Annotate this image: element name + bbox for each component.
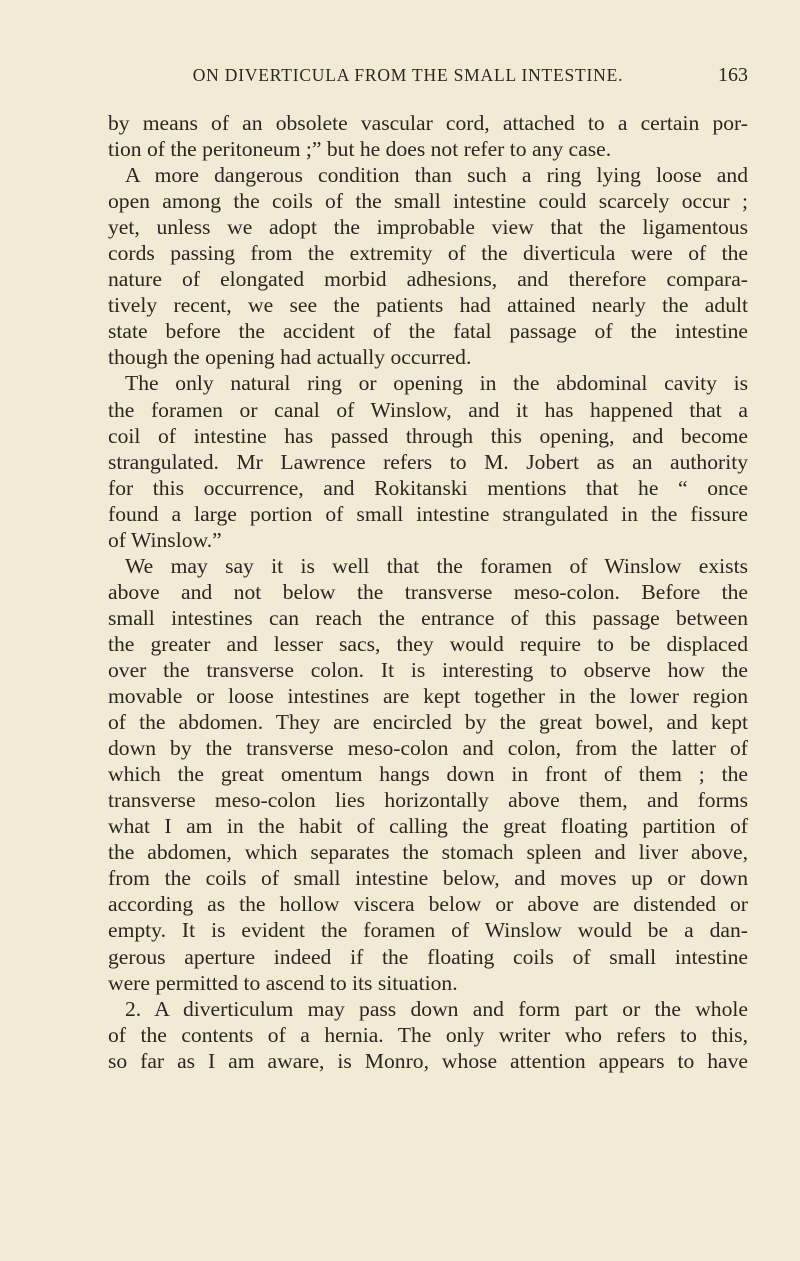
text-line: cords passing from the extremity of the diverticula were of the [108, 241, 748, 266]
text-line: A more dangerous condition than such a ring lying loose and [125, 163, 748, 188]
text-line: strangulated. Mr Lawrence refers to M. Jobert as an authority [108, 449, 748, 474]
text-line: which the great omentum hangs down in front of them ; the [108, 762, 748, 787]
text-line: 2. A diverticulum may pass down and form part or the whole [125, 996, 748, 1021]
text-line: the foramen or canal of Winslow, and it has happened that a [108, 397, 748, 422]
text-line: what I am in the habit of calling the great floating partition of [108, 814, 748, 839]
text-line: for this occurrence, and Rokitanski mentions that he “ once [108, 475, 748, 500]
running-title: ON DIVERTICULA FROM THE SMALL INTESTINE. [192, 65, 624, 85]
text-line: coil of intestine has passed through this opening, and become [108, 423, 748, 448]
text-line: from the coils of small intestine below, and moves up or down [108, 866, 748, 891]
text-line: by means of an obsolete vascular cord, attached to a certain por- [108, 111, 748, 135]
text-line: according as the hollow viscera below or above are distended or [108, 892, 748, 917]
text-line: The only natural ring or opening in the abdominal cavity is [125, 371, 748, 396]
text-line: nature of elongated morbid adhesions, and therefore compara- [108, 267, 748, 292]
text-line: We may say it is well that the foramen of Winslow exists [125, 553, 748, 578]
text-line: state before the accident of the fatal passage of the intestine [108, 319, 748, 344]
text-line: so far as I am aware, is Monro, whose attention appears to have [108, 1048, 748, 1073]
text-line: of the abdomen. They are encircled by the great bowel, and kept [108, 710, 748, 735]
text-line: movable or loose intestines are kept together in the lower region [108, 684, 748, 709]
text-line: over the transverse colon. It is interesting to observe how the [108, 657, 748, 682]
text-line: tion of the peritoneum ;” but he does not refer to any case. [108, 137, 612, 162]
text-line: down by the transverse meso-colon and colon, from the latter of [108, 736, 748, 761]
text-line: the abdomen, which separates the stomach spleen and liver above, [108, 840, 748, 865]
text-line: empty. It is evident the foramen of Winslow would be a dan- [108, 918, 748, 943]
running-head [108, 60, 748, 90]
text-line: gerous aperture indeed if the floating coils of small intestine [108, 944, 748, 969]
text-line: tively recent, we see the patients had attained nearly the adult [108, 293, 748, 318]
text-line: were permitted to ascend to its situation. [108, 970, 458, 995]
page-number: 163 [718, 64, 748, 86]
text-line: of Winslow.” [108, 527, 222, 552]
text-line: open among the coils of the small intestine could scarcely occur ; [108, 189, 748, 214]
text-line: of the contents of a hernia. The only writer who refers to this, [108, 1022, 748, 1047]
text-line: the greater and lesser sacs, they would require to be displaced [108, 631, 748, 656]
text-line: found a large portion of small intestine strangulated in the fissure [108, 501, 748, 526]
text-line: above and not below the transverse meso-colon. Before the [108, 579, 748, 604]
body-text [108, 110, 748, 1074]
text-line: yet, unless we adopt the improbable view that the ligamentous [108, 215, 748, 240]
text-line: small intestines can reach the entrance of this passage between [108, 605, 748, 630]
text-line: transverse meso-colon lies horizontally above them, and forms [108, 788, 748, 813]
text-line: though the opening had actually occurred. [108, 345, 472, 370]
